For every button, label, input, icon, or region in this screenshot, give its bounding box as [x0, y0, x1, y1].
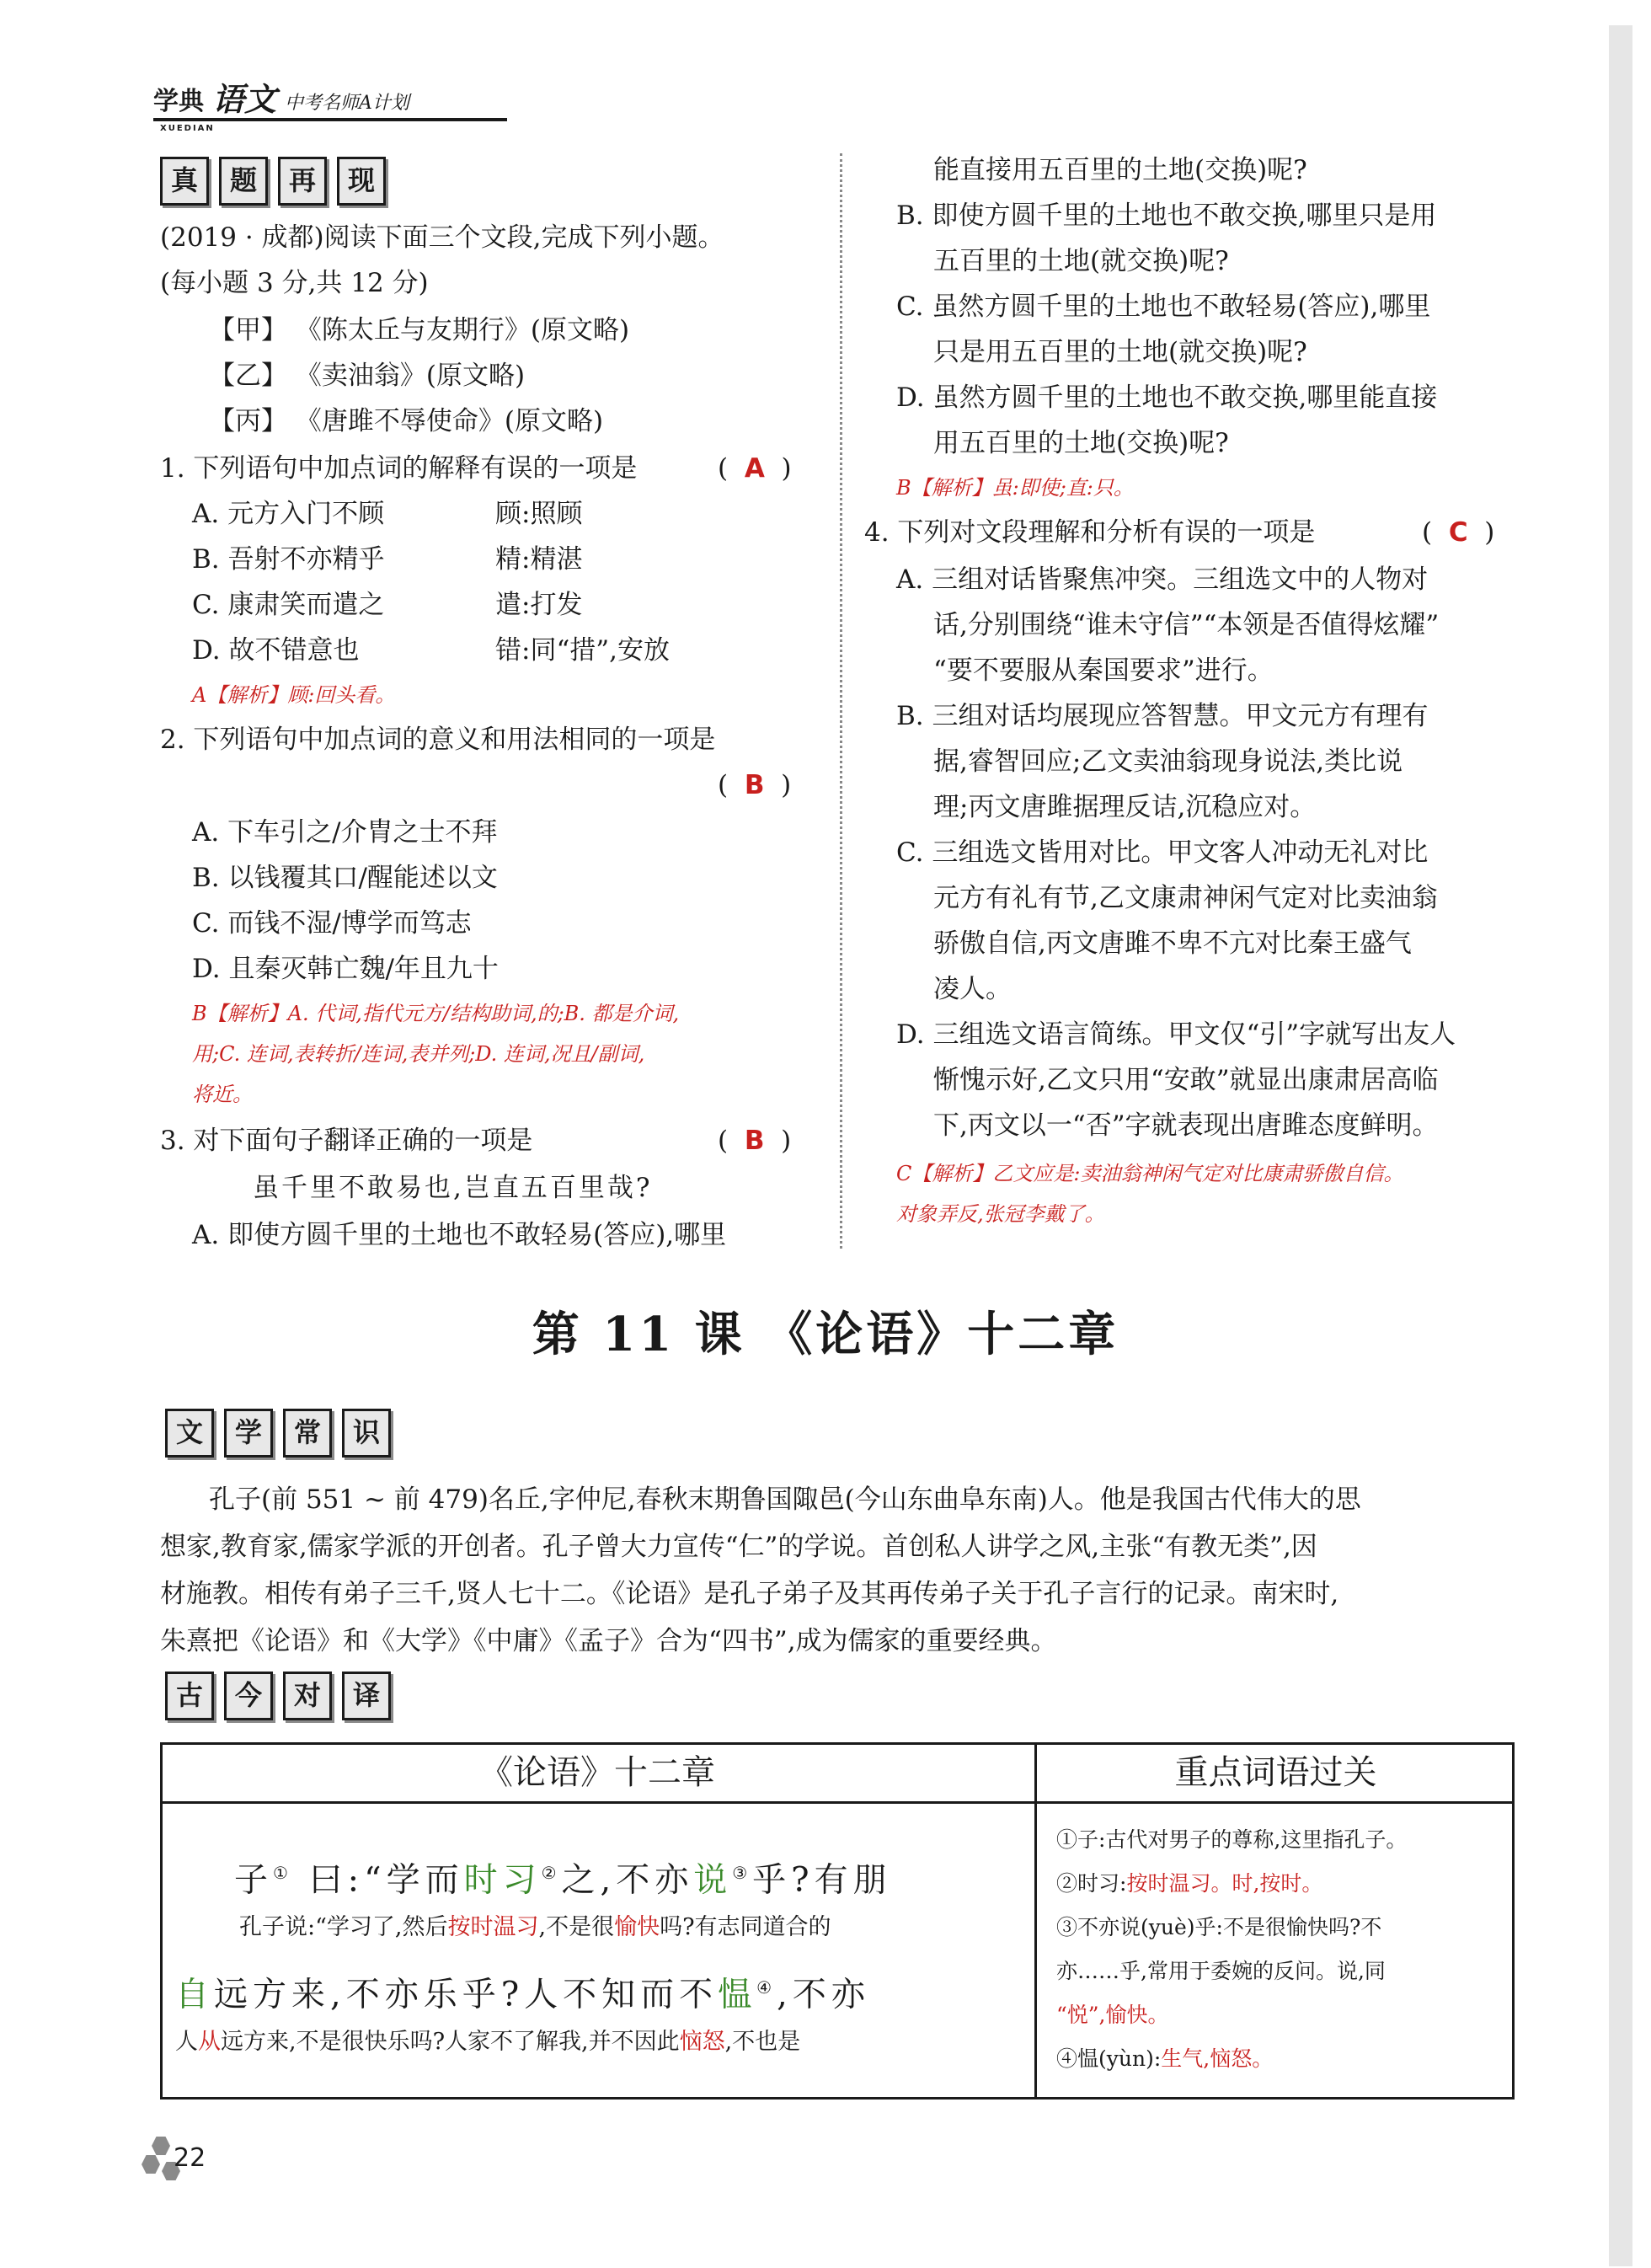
header-brand: [153, 78, 409, 133]
original-text-line: 自远方来,不亦乐乎?人不知而不愠④,不亦: [175, 1975, 870, 2014]
option: A. 即使方圆千里的土地也不敢轻易(答应),哪里: [192, 1220, 727, 1250]
intro-line: (每小题 3 分,共 12 分): [160, 268, 429, 298]
paragraph-line: 孔子(前 551 ~ 前 479)名丘,字仲尼,春秋末期鲁国陬邑(今山东曲阜东南)人。他是我国古代伟大的思: [209, 1484, 1361, 1515]
header-rule: [153, 118, 507, 121]
option: A. 下车引之/介胄之士不拜: [192, 817, 498, 848]
option: 能直接用五百里的土地(交换)呢?: [933, 155, 1307, 185]
keyword-note: 亦……乎,常用于委婉的反问。说,同: [1056, 1959, 1386, 1983]
question-1-stem: 1. 下列语句中加点词的解释有误的一项是: [160, 453, 638, 484]
answer-bracket: ( B ): [718, 770, 792, 800]
table-header-keywords: 重点词语过关: [1174, 1753, 1377, 1792]
option: B. 三组对话均展现应答智慧。甲文元方有理有: [896, 701, 1429, 731]
table-divider-horizontal: [160, 1801, 1515, 1804]
lesson-title: 第 11 课 《论语》十二章: [532, 1307, 1119, 1362]
explanation: C【解析】乙文应是:卖油翁神闲气定对比康肃骄傲自信。: [896, 1162, 1404, 1185]
option: A. 三组对话皆聚焦冲突。三组选文中的人物对: [896, 564, 1429, 595]
intro-line: (2019 · 成都)阅读下面三个文段,完成下列小题。: [160, 222, 724, 253]
keyword-note: “悦”,愉快。: [1056, 2003, 1169, 2027]
translation-line: 人从远方来,不是很快乐吗?人家不了解我,并不因此恼怒,不也是: [175, 2029, 801, 2055]
option: 五百里的土地(就交换)呢?: [933, 246, 1229, 276]
question-2-stem: 2. 下列语句中加点词的意义和用法相同的一项是: [160, 725, 716, 755]
page-edge: [1609, 25, 1632, 2266]
option-gloss: 精:精湛: [495, 544, 583, 575]
option: 只是用五百里的土地(就交换)呢?: [933, 337, 1307, 367]
explanation: 将近。: [192, 1083, 253, 1106]
option: C. 而钱不湿/博学而笃志: [192, 908, 472, 939]
source-sentence: 虽千里不敢易也,岂直五百里哉?: [253, 1173, 653, 1203]
hexagon-decoration-icon: [142, 2155, 160, 2174]
question-4-stem: 4. 下列对文段理解和分析有误的一项是: [864, 517, 1316, 548]
option-gloss: 遣:打发: [495, 590, 583, 620]
option-gloss: 顾:照顾: [495, 499, 583, 529]
answer-bracket: ( B ): [718, 1126, 792, 1156]
keyword-note: ②时习:按时温习。时,按时。: [1056, 1871, 1323, 1896]
page-number: 22: [174, 2143, 206, 2173]
explanation: 对象弄反,张冠李戴了。: [896, 1202, 1105, 1226]
column-divider: [840, 153, 842, 1249]
option: D. 三组选文语言简练。甲文仅“引”字就写出友人: [896, 1019, 1456, 1050]
explanation: B【解析】虽:即使;直:只。: [896, 476, 1134, 500]
table-header-original: 《论语》十二章: [479, 1753, 715, 1792]
option: D. 且秦灭韩亡魏/年且九十: [192, 954, 499, 984]
hexagon-decoration-icon: [152, 2137, 170, 2155]
option: D. 故不错意也: [192, 635, 360, 666]
section-heading-exam: 真 题 再 现: [160, 157, 386, 206]
option: D. 虽然方圆千里的土地也不敢交换,哪里能直接: [896, 382, 1438, 413]
keyword-note: ④愠(yùn):生气,恼怒。: [1056, 2046, 1274, 2071]
passage-item: 【甲】 《陈太丘与友期行》(原文略): [209, 315, 630, 345]
keyword-note: ③不亦说(yuè)乎:不是很愉快吗?不: [1056, 1915, 1382, 1939]
option: B. 即使方圆千里的土地也不敢交换,哪里只是用: [896, 201, 1437, 231]
brand-logo: 学典 XUEDIAN: [153, 87, 215, 133]
passage-item: 【乙】 《卖油翁》(原文略): [209, 361, 526, 391]
section-heading-translation: 古 今 对 译: [165, 1672, 391, 1720]
paragraph-line: 朱熹把《论语》和《大学》《中庸》《孟子》合为“四书”,成为儒家的重要经典。: [160, 1626, 1057, 1656]
option: A. 元方入门不顾: [192, 499, 385, 529]
answer-bracket: ( A ): [718, 453, 792, 484]
option: 凌人。: [933, 974, 1012, 1004]
passage-item: 【丙】 《唐雎不辱使命》(原文略): [209, 406, 604, 436]
option: 骄傲自信,丙文唐雎不卑不亢对比秦王盛气: [933, 928, 1412, 959]
option: 元方有礼有节,乙文康肃神闲气定对比卖油翁: [933, 883, 1438, 913]
option: B. 以钱覆其口/醒能述以文: [192, 863, 498, 893]
subject-title: 语文: [212, 80, 277, 118]
option: C. 虽然方圆千里的土地也不敢轻易(答应),哪里: [896, 292, 1431, 322]
answer-bracket: ( C ): [1422, 517, 1495, 548]
explanation: 用;C. 连词,表转折/连词,表并列;D. 连词,况且/副词,: [192, 1042, 645, 1066]
option: 用五百里的土地(交换)呢?: [933, 428, 1229, 458]
option-gloss: 错:同“措”,安放: [495, 635, 670, 666]
explanation: B【解析】A. 代词,指代元方/结构助词,的;B. 都是介词,: [192, 1002, 680, 1025]
paragraph-line: 材施教。相传有弟子三千,贤人七十二。《论语》是孔子弟子及其再传弟子关于孔子言行的记录。南宋时,: [160, 1579, 1339, 1609]
option: 据,睿智回应;乙文卖油翁现身说法,类比说: [933, 746, 1403, 777]
section-heading-literature: 文 学 常 识: [165, 1409, 391, 1458]
option: 惭愧示好,乙文只用“安敢”就显出康肃居高临: [933, 1065, 1439, 1095]
option: C. 三组选文皆用对比。甲文客人冲动无礼对比: [896, 837, 1429, 868]
option: 话,分别围绕“谁未守信”“本领是否值得炫耀”: [933, 610, 1440, 640]
option: 下,丙文以一“否”字就表现出唐雎态度鲜明。: [933, 1110, 1439, 1141]
original-text-line: 子① 曰:“学而时习②之,不亦说③乎?有朋: [234, 1860, 892, 1900]
question-3-stem: 3. 对下面句子翻译正确的一项是: [160, 1126, 533, 1156]
paragraph-line: 想家,教育家,儒家学派的开创者。孔子曾大力宣传“仁”的学说。首创私人讲学之风,主张“有教无类”,因: [160, 1532, 1317, 1562]
option: B. 吾射不亦精乎: [192, 544, 385, 575]
explanation: A【解析】顾:回头看。: [192, 683, 396, 707]
translation-line: 孔子说:“学习了,然后按时温习,不是很愉快吗?有志同道合的: [239, 1914, 831, 1940]
option: C. 康肃笑而遣之: [192, 590, 385, 620]
option: 理;丙文唐雎据理反诘,沉稳应对。: [933, 792, 1317, 822]
option: “要不要服从秦国要求”进行。: [933, 655, 1274, 686]
book-tagline: 中考名师A计划: [285, 93, 409, 114]
keyword-note: ①子:古代对男子的尊称,这里指孔子。: [1056, 1827, 1408, 1852]
